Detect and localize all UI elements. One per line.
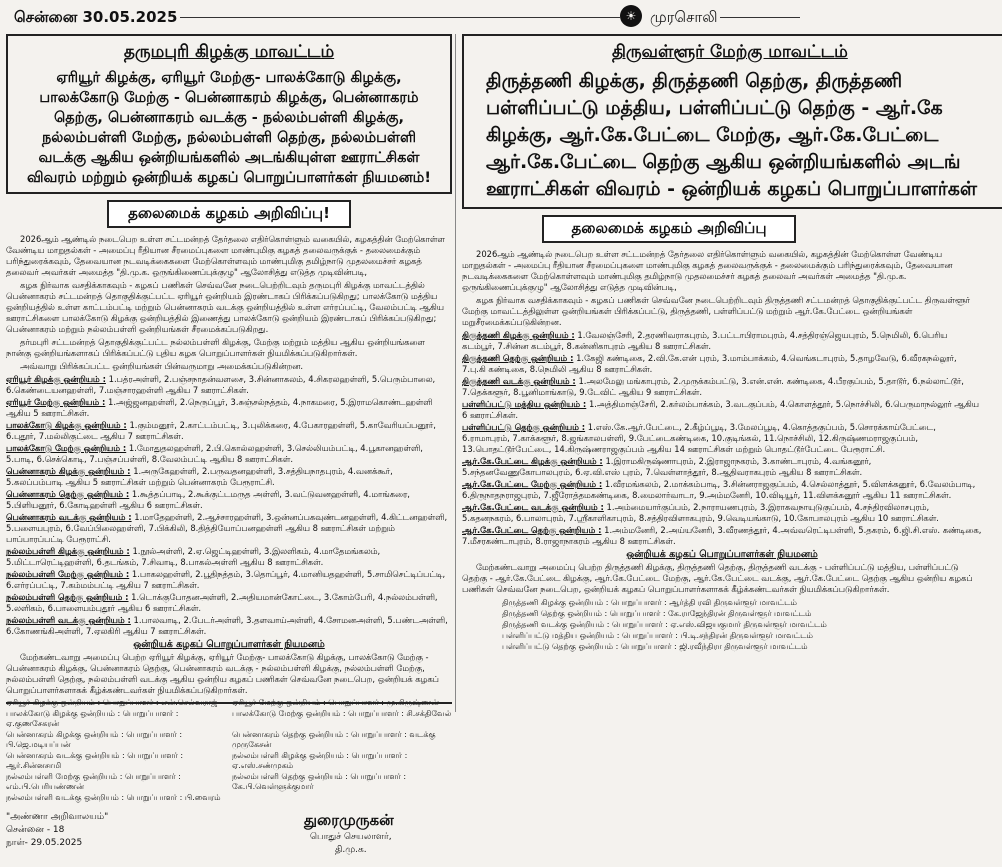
- union-entry: [6, 420, 452, 442]
- union-entry: [6, 592, 452, 614]
- appointee-entry: ஏரியூர் கிழக்கு ஒன்றியம் : பொறுப்பாளர் : என்.செல்வராஜ்: [6, 698, 218, 707]
- union-list: [6, 374, 452, 637]
- signer-title: [310, 831, 392, 857]
- appointee-list: [462, 597, 982, 652]
- appointee-entry: பாலக்கோடு மேற்கு ஒன்றியம் : பொறுப்பாளர் : சி.சக்திவேல்: [232, 708, 452, 718]
- union-panchayats: 1.பாகலஹள்ளி, 2.பூதிநத்தம், 3.தொப்பூர், 4.மானியதஹள்ளி, 5.சாமிசெட்டிப்பட்டி, 6.எர்ரப்பட்டி, 7.கம்மம்பட்டி ஆகிய 7 ஊராட்சிகள்.: [6, 569, 446, 590]
- union-name: ஆர்.கே.பேட்டை கிழக்கு ஒன்றியம் :: [462, 456, 603, 466]
- union-entry: [6, 512, 452, 545]
- union-entry: [462, 376, 982, 398]
- union-name: பாலக்கோடு கிழக்கு ஒன்றியம் :: [6, 420, 127, 430]
- union-entry: [6, 546, 452, 568]
- union-panchayats: 1.கூத்தப்பாடி, 2.கூக்குட்டமருத அள்ளி, 3.வட்டுவனஹள்ளி, 4.மாங்கரை, 5.பிளியனூர், 6.கோடிஹள்ளி ஆகிய 6 ஊராட்சிகள்.: [6, 489, 410, 510]
- union-name: நல்லம்பள்ளி வடக்கு ஒன்றியம் :: [6, 615, 131, 625]
- union-panchayats: 1.பாலவாடி, 2.பேடர்அள்ளி, 3.தளவாய்அள்ளி, 4.சோமனஅள்ளி, 5.பண்டஅள்ளி, 6.கோணங்கிஅள்ளி, 7.ஏலகிரி ஆகிய 7 ஊராட்சிகள்.: [6, 615, 448, 636]
- appointee-entry: நல்லம்பள்ளி வடக்கு ஒன்றியம் : பொறுப்பாளர் : பி.வைரம்: [6, 792, 221, 802]
- appointee-entry: நல்லம்பள்ளி கிழக்கு ஒன்றியம் : பொறுப்பாளர் : ஏ.எஸ்.சண்முகம்: [232, 750, 408, 770]
- edition-date: சென்னை 30.05.2025: [14, 8, 178, 26]
- union-name: பாலக்கோடு மேற்கு ஒன்றியம் :: [6, 443, 127, 453]
- union-name: பென்னாகரம் கிழக்கு ஒன்றியம் :: [6, 466, 131, 476]
- appointee-entry: [232, 793, 452, 804]
- union-entry: [462, 353, 982, 375]
- appointee-entry: நல்லம்பள்ளி தெற்கு ஒன்றியம் : பொறுப்பாளர் : கே.பி.வெள்ளுக்குமார்: [232, 771, 407, 791]
- appointee-entry: பென்னாகரம் தெற்கு ஒன்றியம் : பொறுப்பாளர் : வடக்கு முருகேசன்: [232, 729, 436, 749]
- heading-line: பள்ளிப்பட்டு மத்திய, பள்ளிப்பட்டு தெற்கு - ஆர்.கே: [486, 97, 943, 119]
- notice-frame: [6, 34, 452, 194]
- heading-line: கிழக்கு, ஆர்.கே.பேட்டை மேற்கு, ஆர்.கே.பேட்டை: [486, 124, 939, 146]
- appointee-entry: திருத்தணி கிழக்கு ஒன்றியம் : பொறுப்பாளர் : ஆர்த்தி ரவி திருவள்ளூர் மாவட்டம்: [502, 598, 797, 607]
- union-entry: [462, 479, 982, 501]
- union-entry: [6, 489, 452, 511]
- notice-heading: [472, 68, 994, 203]
- union-name: திருத்தணி வடக்கு ஒன்றியம் :: [462, 376, 576, 386]
- signer-name: துரைமுருகன்: [304, 811, 394, 829]
- rising-sun-icon: ☀: [620, 5, 642, 27]
- appointee-entry: பள்ளிப்பட்டு தெற்கு ஒன்றியம் : பொறுப்பாளர் : ஜி.ரவீந்திரா திருவள்ளூர் மாவட்டம்: [502, 642, 808, 651]
- intro-paragraph: அவ்வாறு பிரிக்கப்பட்ட ஒன்றியங்கள் பின்வருமாறு அமைக்கப்படுகின்றன.: [20, 361, 304, 371]
- union-name: ஏரியூர் மேற்கு ஒன்றியம் :: [6, 397, 106, 407]
- union-panchayats: 1.பத்ரஅள்ளி, 2.பஞ்சநாதன்வளசை, 3.சின்னாகலம், 4.சிகரலஹள்ளி, 5.பெரும்பாலை, 6.கெண்டையனஹள்ளி, 7.மஞ்சாரஹள்ளி ஆகிய 7 ஊராட்சிகள்.: [6, 374, 436, 395]
- union-entry: [462, 525, 982, 547]
- union-name: திருத்தணி தெற்கு ஒன்றியம் :: [462, 353, 574, 363]
- union-panchayats: 1.அத்திமாஞ்சேரி, 2.கர்லம்பாக்கம், 3.வடகுப்பம், 4.கொளத்தூர், 5.நொச்சிலி, 6.பெருமாநல்லூர் ஆகிய 6 ஊராட்சிகள்.: [462, 399, 979, 420]
- union-name: ஏரியூர் கிழக்கு ஒன்றியம் :: [6, 374, 106, 384]
- union-name: நல்லம்பள்ளி தெற்கு ஒன்றியம் :: [6, 592, 129, 602]
- union-panchayats: 1.வேலஞ்சேரி, 2.தரணிவராகபுரம், 3.பட்டாபிராமபுரம், 4.சத்திரஞ்ஜெயபுரம், 5.நெமிலி, 6.பெரிய கடம்பூர், 7.சின்ன கடம்பூர், 8.கன்னிகாபுரம் ஆகிய 8 ஊராட்சிகள்.: [462, 330, 948, 351]
- union-panchayats: 1.அஜ்ஜனஹள்ளி, 2.நெருப்பூர், 3.சுஞ்சல்நத்தம், 4.நாகமரை, 5.இராமகொண்டஹள்ளி ஆகிய 5 ஊராட்சிகள்.: [6, 397, 433, 418]
- signature-block: [6, 807, 452, 867]
- union-panchayats: 1.அம்மனேரி, 2.அய்யனேரி, 3.வீரணத்தூர், 4.அவ்வரெட்டிபள்ளி, 5.தகரம், 6.ஜி.சி.எஸ். கண்டிகை, 7.மீசரகண்டாபுரம், 8.ராஜாநாகரம் ஆகிய 8 ஊராட்சிகள்.: [462, 525, 982, 546]
- signer-role: பொதுச் செயலாளர்,: [310, 832, 392, 842]
- appointment-heading: ஒன்றியக் கழகப் பொறுப்பாளர்கள் நியமனம்: [626, 549, 818, 560]
- union-entry: [6, 466, 452, 488]
- notice-date: நாள்- 29.05.2025: [6, 838, 83, 848]
- union-entry: [462, 330, 982, 352]
- notice-frame: [462, 34, 1002, 209]
- column-divider: [455, 34, 456, 712]
- newspaper-name: முரசொலி: [650, 8, 718, 26]
- union-panchayats: 1.அம்மையார்குப்பம், 2.நாராயணபுரம், 3.இராகவநாயுடுகுப்பம், 4.சந்திரவிலாசபுரம், 5.கதனநகரம், 6.பாலாபுரம், 7.ஸ்ரீகாளிகாபுரம், 8.சத்திரவிளாகபுரம், 9.வெடியங்காடு, 10.கோபாலபுரம் ஆகிய 10 ஊராட்சிகள்.: [462, 502, 939, 523]
- union-name: பள்ளிப்பட்டு மத்திய ஒன்றியம் :: [462, 399, 587, 409]
- heading-line: ஊராட்சிகள் விவரம் - ஒன்றியக் கழகப் பொறுப்பாளர்கள்: [486, 178, 978, 200]
- union-panchayats: 1.கும்மனூர், 2.காட்டம்பட்டி, 3.புலிக்கரை, 4.பேகாரஹள்ளி, 5.காவேரியப்பனூர், 6.புதூர், 7.மல்லிகுட்டை ஆகிய 7 ஊராட்சிகள்.: [6, 420, 436, 441]
- appointment-heading: ஒன்றியக் கழகப் பொறுப்பாளர்கள் நியமனம்: [133, 639, 325, 650]
- union-panchayats: 1.நூல்அள்ளி, 2.ஏ.ஜெட்டிஹள்ளி, 3.இலளிகம், 4.மாதேமங்கலம், 5.மிட்டாரெட்டிஹள்ளி, 6.தடங்கம், 7.சிவாடி, 8.பாகல்அள்ளி ஆகிய 8 ஊராட்சிகள்.: [6, 546, 381, 567]
- union-panchayats: 1.அலமேலு மங்காபுரம், 2.முருக்கம்பட்டு, 3.என்.என். கண்டிகை, 4.பீரகுப்பம், 5.தாடூர், 6.நல்லாட்டூர், 7.தெக்களூர், 8.பூனிமாங்காடு, 9.டேவிட் ஆகிய 9 ஊராட்சிகள்.: [462, 376, 964, 397]
- union-panchayats: 1.கேஜி கண்டிகை, 2.வி.கே.என் புரம், 3.மாம்பாக்கம், 4.வெங்கடாபுரம், 5.தாழவேடு, 6.வீரகநல்லூர், 7.பு.கி கண்டிகை, 8.நெமிலி ஆகிய 8 ஊராட்சிகள்.: [462, 353, 957, 374]
- union-name: ஆர்.கே.பேட்டை வடக்கு ஒன்றியம் :: [462, 502, 604, 512]
- union-name: பள்ளிப்பட்டு தெற்கு ஒன்றியம் :: [462, 422, 586, 432]
- office-city: சென்னை - 18: [6, 825, 65, 835]
- union-list: [462, 330, 982, 547]
- union-entry: [6, 615, 452, 637]
- intro-paragraph: கழக நிர்வாக வசதிக்காகவும் - கழகப் பணிகள் செவ்வனே நடைபெற்றிடவும் திருத்தணி சட்டமன்றத் தொகுதிக்குட்பட்ட திருவள்ளூர் மேற்கு மாவட்டத்திலுள்ள ஒன்றியங்கள் பிரிக்கப்பட்டு, திருத்தணி, பள்ளிப்பட்டு மற்றும் ஆர்.கே.பேட்டை ஒன்றியங்கள் மறுசீரமைக்கப்படுகின்றன.: [462, 295, 971, 327]
- union-entry: [6, 443, 452, 465]
- union-panchayats: 1.அருகேஹள்ளி, 2.பருவதனஹள்ளி, 3.சத்தியநாதபுரம், 4.வனக்கூர், 5.கலப்பம்பாடி ஆகிய 5 ஊராட்சிகள் மற்றும் பென்னாகரம் பேரூராட்சி.: [6, 466, 393, 487]
- district-title: திருவள்ளூர் மேற்கு மாவட்டம்: [612, 42, 848, 62]
- appointee-entry: பள்ளிப்பட்டு மத்திய ஒன்றியம் : பொறுப்பாளர் : பி.டி.சந்திரன் திருவள்ளூர் மாவட்டம்: [502, 631, 813, 640]
- signer-party: தி.மு.க.: [334, 845, 367, 855]
- office-name: "அண்ணா அறிவாலயம்": [6, 812, 109, 822]
- intro-paragraph: 2026ஆம் ஆண்டில் நடைபெற உள்ள சட்டமன்றத் தேர்தலை எதிர்கொள்ளும் வகையில், கழகத்தின் மேற்கொள்ள வேண்டிய மாறுதல்கள் - அமைப்பு ரீதியான சீரமைப்புகளை மாண்புமிகு கழகத் தலைவருக்குக் - தலைமைக்கும் பரிந்துரைக்கவும், தேவையான நடவடிக்கைகளை மேற்கொள்ளவும் மாண்புமிகு தமிழ்நாடு முதலமைச்சர் கழகத் தலைவர் அவர்கள் அமைத்த "தி.மு.க. ஒருங்கிணைப்புக்குழு" ஆலோசித்து எடுத்த முடிவின்படி,: [6, 234, 445, 277]
- union-entry: [462, 456, 982, 478]
- appointee-entry: பாலக்கோடு கிழக்கு ஒன்றியம் : பொறுப்பாளர் : ஏ.குணசேகரன்: [6, 708, 179, 728]
- union-name: ஆர்.கே.பேட்டை தெற்கு ஒன்றியம் :: [462, 525, 602, 535]
- union-name: பென்னாகரம் வடக்கு ஒன்றியம் :: [6, 512, 132, 522]
- union-entry: [6, 569, 452, 591]
- appointee-entry: பென்னாகரம் கிழக்கு ஒன்றியம் : பொறுப்பாளர் : பி.ஜெ.மடியப்பன்: [6, 729, 183, 749]
- appointee-entry: ஏரியூர் மேற்கு ஒன்றியம் : பொறுப்பாளர் : மு.கிருஷ்ணன்: [232, 698, 439, 707]
- intro-paragraph: தர்மபுரி சட்டமன்றத் தொகுதிக்குட்பட்ட நல்லம்பள்ளி கிழக்கு, மேற்கு மற்றும் மத்திய ஆகிய ஒன்றியங்களை நான்கு ஒன்றியங்களாகப் பிரிக்கப்பட்டு புதிய கழக பொறுப்பாளர்கள் நியமிக்கப்படுகிறார்கள்.: [6, 337, 425, 358]
- heading-line: திருத்தணி கிழக்கு, திருத்தணி தெற்கு, திருத்தணி: [486, 70, 903, 92]
- union-entry: [462, 422, 982, 455]
- announcement-banner: தலைமைக் கழகம் அறிவிப்பு!: [107, 200, 351, 228]
- announcement-banner: தலைமைக் கழகம் அறிவிப்பு: [542, 215, 796, 243]
- union-name: நல்லம்பள்ளி கிழக்கு ஒன்றியம் :: [6, 546, 130, 556]
- masthead-rule: [180, 17, 620, 18]
- union-panchayats: 1.எஸ்.கே.ஆர்.பேட்டை, 2.கீழ்ப்பூடி, 3.மேலப்பூடி, 4.கொத்தகுப்பம், 5.சொரக்காய்பேட்டை, 6.ராமாபுரம், 7.காக்களூர், 8.ஜங்காலபள்ளி, 9.பேட்டைகண்டிகை, 10.குடிங்கல், 11.நொச்சிலி, 12.கிருஷ்ணமராஜகுப்பம், 13.பொதட்டூர்பேட்டை, 14.கிருஷ்ணராஜகுப்பம் ஆகிய 14 ஊராட்சிகள் மற்றும் பொதட்டூர்பேட்டை பேரூராட்சி.: [462, 422, 936, 454]
- appointment-paragraph: மேற்கண்டவாறு அமைப்பு பெற்ற ஏரியூர் கிழக்கு, ஏரியூர் மேற்கு- பாலக்கோடு கிழக்கு, பாலக்கோடு மேற்கு - பென்னாகரம் கிழக்கு, பென்னாகரம் தெற்கு, பென்னாகரம் வடக்கு - நல்லம்பள்ளி கிழக்கு, நல்லம்பள்ளி மேற்கு, நல்லம்பள்ளி தெற்கு, நல்லம்பள்ளி வடக்கு ஆகிய ஒன்றிய கழகப் பணிகள் செவ்வனே நடைபெற, ஒன்றியக் கழகப் பொறுப்பாளர்களாகக் கீழ்க்கண்டவர்கள் நியமிக்கப்படுகிறார்கள்.: [6, 652, 439, 695]
- appointee-entry: திருத்தணி தெற்கு ஒன்றியம் : பொறுப்பாளர் : கே.ராஜேந்திரன் திருவள்ளூர் மாவட்டம்: [502, 609, 812, 618]
- union-panchayats: 1.டொக்குபோதனஅள்ளி, 2.அதியமான்கோட்டை, 3.கோம்பேரி, 4.நல்லம்பள்ளி, 5.லளிகம், 6.பாளையம்புதூர் ஆகிய 6 ஊராட்சிகள்.: [6, 592, 438, 613]
- appointee-entry: நல்லம்பள்ளி மேற்கு ஒன்றியம் : பொறுப்பாளர் : எம்.பி.பெரியண்ணன்: [6, 771, 181, 791]
- union-panchayats: 1.வீரமங்கலம், 2.மாக்கம்பாடி, 3.சின்னராஜகுப்பம், 4.செல்லாத்தூர், 5.விளக்கனூர், 6.வேலம்பாடி, 6.திருநாதநராஜபுரம், 7.ஜீரோத்தமகண்டிகை, 8.மைலார்வாடா, 9.அம்மனேரி, 10.விடியூர், 11.விளக்கனூர் ஆகிய 11 ஊராட்சிகள்.: [462, 479, 976, 500]
- union-panchayats: 1.மோதுதலஹள்ளி, 2.பி.கொல்லஹள்ளி, 3.செல்லியம்பட்டி, 4.பூகானஹள்ளி, 5.பாடி, 6.செக்கொடி, 7.பஞ்சப்பள்ளி, 8.வேலம்பட்டி ஆகிய 8 ஊராட்சிகள்.: [6, 443, 423, 464]
- intro-paragraph: 2026ஆம் ஆண்டில் நடைபெற உள்ள சட்டமன்றத் தேர்தலை எதிர்கொள்ளும் வகையில், கழகத்தின் மேற்கொள்ள வேண்டிய மாறுதல்கள் - அமைப்பு ரீதியான சீரமைப்புகளை மாண்புமிகு கழகத் தலைவருக்குக் - தலைமைக்கும் பரிந்துரைக்கவும், தேவையான நடவடிக்கைகளை மேற்கொள்ளவும் மாண்புமிகு தமிழ்நாடு முதலமைச்சர் கழகத் தலைவர் அவர்கள் அமைத்த "தி.மு.க. ஒருங்கிணைப்புக்குழு" ஆலோசித்து எடுத்த முடிவின்படி,: [462, 249, 953, 292]
- union-entry: [6, 397, 452, 419]
- union-panchayats: 1.இராமகிருஷ்ணாபுரம், 2.இராஜாநகரம், 3.காண்டாபுரம், 4.வங்கனூர், 5.சந்தனவேணுகோபாலபுரம், 6.ஏ.வி.எஸ் புரம், 7.வெள்ளாத்தூர், 8.ஆதிவராகபுரம் ஆகிய 8 ஊராட்சிகள்.: [462, 456, 872, 477]
- tiruvallur-notice: [462, 34, 982, 712]
- appointee-entry: பென்னாகரம் வடக்கு ஒன்றியம் : பொறுப்பாளர் : ஆர்.சின்னசாமி: [6, 750, 184, 770]
- office-address: [6, 811, 108, 850]
- union-entry: [462, 502, 982, 524]
- union-name: ஆர்.கே.பேட்டை மேற்கு ஒன்றியம் :: [462, 479, 603, 489]
- union-name: பென்னாகரம் தெற்கு ஒன்றியம் :: [6, 489, 130, 499]
- next-article-edge: [6, 702, 452, 714]
- district-title: தருமபுரி கிழக்கு மாவட்டம்: [123, 42, 335, 62]
- appointee-entry: திருத்தணி வடக்கு ஒன்றியம் : பொறுப்பாளர் : ஏ.எஸ்.விஜயகுமார் திருவள்ளூர் மாவட்டம்: [502, 620, 827, 629]
- union-entry: [6, 374, 452, 396]
- union-panchayats: 1.மாதேஹள்ளி, 2.ஆச்சாரஹள்ளி, 3.ஒன்னப்பகவுண்டனஹள்ளி, 4.கிட்டனஹள்ளி, 5.பளையபுரம், 6.வேப்பிலைஹள்ளி, 7.பிக்கிலி, 8.தித்தியோப்பனஹள்ளி ஆகிய 8 ஊராட்சிகள் மற்றும் பாப்பாரப்பட்டி பேரூராட்சி.: [6, 512, 448, 544]
- masthead-rule-right: [720, 17, 800, 18]
- union-entry: [462, 399, 982, 421]
- appointment-paragraph: மேற்கண்டவாறு அமைப்பு பெற்ற திருத்தணி கிழக்கு, திருத்தணி தெற்கு, திருத்தணி வடக்கு - பள்ளிப்பட்டு மத்திய, பள்ளிப்பட்டு தெற்கு - ஆர்.கே.பேட்டை கிழக்கு, ஆர்.கே.பேட்டை மேற்கு, ஆர்.கே.பேட்டை வடக்கு, ஆர்.கே.பேட்டை தெற்கு ஆகிய ஒன்றிய கழகப் பணிகள் செவ்வனே நடைபெற, ஒன்றியக் கழகப் பொறுப்பாளர்களாகக் கீழ்க்கண்டவர்கள் நியமிக்கப்படுகிறார்கள்.: [462, 562, 973, 594]
- union-name: திருத்தணி கிழக்கு ஒன்றியம் :: [462, 330, 575, 340]
- dharmapuri-notice: [6, 34, 452, 855]
- intro-paragraph: கழக நிர்வாக வசதிக்காகவும் - கழகப் பணிகள் செவ்வனே நடைபெற்றிடவும் தருமபுரி கிழக்கு மாவட்டத்தில் பென்னாகரம் சட்டமன்றத் தொகுதிக்குட்பட்ட ஏரியூர் ஒன்றியம் இரண்டாகப் பிரிக்கப்படுகிறது; பாலக்கோடு மத்திய ஒன்றியத்தில் உள்ள காட்டம்பட்டி மற்றும் பென்னாகரம் வடக்கு ஒன்றியத்தில் உள்ள எர்ரப்பட்டி, வேலம்பட்டி ஆகிய ஊராட்சிகளை பாலக்கோடு கிழக்கு ஒன்றியத்தில் இணைத்து பாலக்கோடு ஒன்றியம் இரண்டாகப் பிரிக்கப்படுகிறது; பென்னாகரம் மற்றும் நல்லம்பள்ளி ஒன்றியங்கள் சீரமைக்கப்படுகிறது.: [6, 280, 444, 334]
- union-name: நல்லம்பள்ளி மேற்கு ஒன்றியம் :: [6, 569, 130, 579]
- heading-line: ஆர்.கே.பேட்டை தெற்கு ஆகிய ஒன்றியங்களில் அடங்: [486, 151, 961, 173]
- notice-heading: ஏரியூர் கிழக்கு, ஏரியூர் மேற்கு- பாலக்கோடு கிழக்கு, பாலக்கோடு மேற்கு - பென்னாகரம் கிழக்கு, பென்னாகரம் தெற்கு, பென்னாகரம் வடக்கு - நல்லம்பள்ளி கிழக்கு, நல்லம்பள்ளி மேற்கு, நல்லம்பள்ளி தெற்கு, நல்லம்பள்ளி வடக்கு ஆகிய ஒன்றியங்களில் அடங்கியுள்ள ஊராட்சிகள் விவரம் மற்றும் ஒன்றியக் கழகப் பொறுப்பாளர்கள் நியமனம்!: [27, 70, 431, 186]
- masthead: [0, 0, 800, 34]
